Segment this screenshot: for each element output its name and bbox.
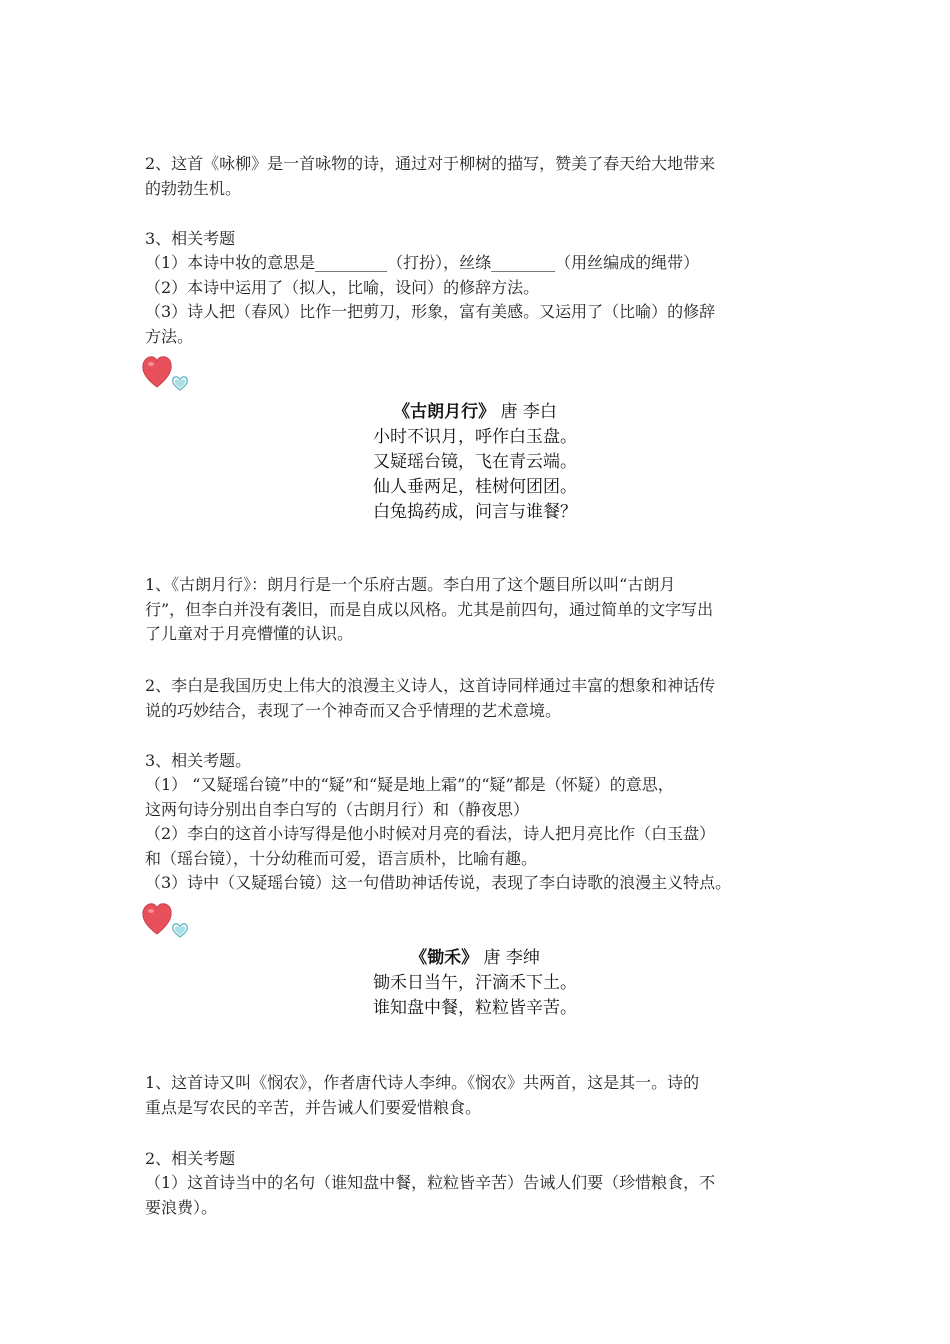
poem-heading xyxy=(0,946,950,971)
text-line: （3）诗人把（春风）比作一把剪刀，形象，富有美感。又运用了（比喻）的修辞 xyxy=(145,302,716,321)
gulang-note-1 xyxy=(145,573,825,647)
poem-chuhe xyxy=(0,946,950,1021)
text-line: 2、这首《咏柳》是一首咏物的诗，通过对于柳树的描写，赞美了春天给大地带来 xyxy=(145,154,716,173)
poem-author: 唐 李绅 xyxy=(478,948,540,968)
text-line: （3）诗中（又疑瑶台镜）这一句借助神话传说，表现了李白诗歌的浪漫主义特点。 xyxy=(145,873,732,892)
text-line: 方法。 xyxy=(145,326,194,346)
poem-title: 《锄禾》 xyxy=(410,948,479,968)
hearts-decoration-icon xyxy=(140,900,192,940)
poem-line: 又疑瑶台镜，飞在青云端。 xyxy=(373,452,577,472)
gulang-note-3 xyxy=(145,749,825,896)
text-line: 要浪费）。 xyxy=(145,1197,218,1217)
text-line: 和（瑶台镜），十分幼稚而可爱，语言质朴，比喻有趣。 xyxy=(145,848,538,868)
poem-line: 白兔捣药成，问言与谁餐？ xyxy=(373,502,577,522)
text-line: 行”，但李白并没有袭旧，而是自成以风格。尤其是前四句，通过简单的文字写出 xyxy=(145,599,714,619)
text-line: 这两句诗分别出自李白写的（古朗月行）和（静夜思） xyxy=(145,799,530,819)
poem-gulangyuexing xyxy=(0,400,950,525)
poem-heading xyxy=(0,400,950,425)
text-line: （2）李白的这首小诗写得是他小时候对月亮的看法，诗人把月亮比作（白玉盘） xyxy=(145,824,716,843)
text-line: 了儿童对于月亮懵懂的认识。 xyxy=(145,624,354,643)
gulang-note-2 xyxy=(145,674,825,723)
text-line: 1、《古朗月行》：朗月行是一个乐府古题。李白用了这个题目所以叫“古朗月 xyxy=(145,575,676,594)
poem-line: 仙人垂两足，桂树何团团。 xyxy=(373,477,577,497)
poem-line: 谁知盘中餐，粒粒皆辛苦。 xyxy=(373,998,577,1018)
text-line: 的勃勃生机。 xyxy=(145,178,242,198)
text-line: （1）这首诗当中的名句（谁知盘中餐，粒粒皆辛苦）告诫人们要（珍惜粮食，不 xyxy=(145,1173,716,1192)
note-heading: 3、相关考题 xyxy=(145,229,236,248)
poem-line: 锄禾日当午，汗滴禾下土。 xyxy=(373,973,577,993)
text-line: 重点是写农民的辛苦，并告诫人们要爱惜粮食。 xyxy=(145,1097,482,1117)
chuhe-note-2 xyxy=(145,1147,825,1220)
text-line: （2）本诗中运用了（拟人，比喻，设问）的修辞方法。 xyxy=(145,277,540,297)
yongliu-note-2 xyxy=(145,152,825,201)
text-line: 说的巧妙结合，表现了一个神奇而又合乎情理的艺术意境。 xyxy=(145,700,562,720)
poem-title: 《古朗月行》 xyxy=(393,402,496,422)
hearts-decoration-icon xyxy=(140,353,192,393)
text-line: 1、这首诗又叫《悯农》，作者唐代诗人李绅。《悯农》共两首，这是其一。诗的 xyxy=(145,1073,700,1092)
text-line: （1）本诗中妆的意思是_________（打扮），丝绦________（用丝编成的绳带） xyxy=(145,253,700,272)
poem-line: 小时不识月，呼作白玉盘。 xyxy=(373,427,577,447)
note-heading: 2、相关考题 xyxy=(145,1149,236,1168)
chuhe-note-1 xyxy=(145,1071,825,1120)
yongliu-note-3 xyxy=(145,227,825,349)
note-heading: 3、相关考题。 xyxy=(145,751,252,770)
poem-author: 唐 李白 xyxy=(495,402,557,422)
text-line: 2、李白是我国历史上伟大的浪漫主义诗人，这首诗同样通过丰富的想象和神话传 xyxy=(145,676,716,695)
text-line: （1） “又疑瑶台镜”中的“疑”和“疑是地上霜”的“疑”都是（怀疑）的意思， xyxy=(145,775,674,794)
